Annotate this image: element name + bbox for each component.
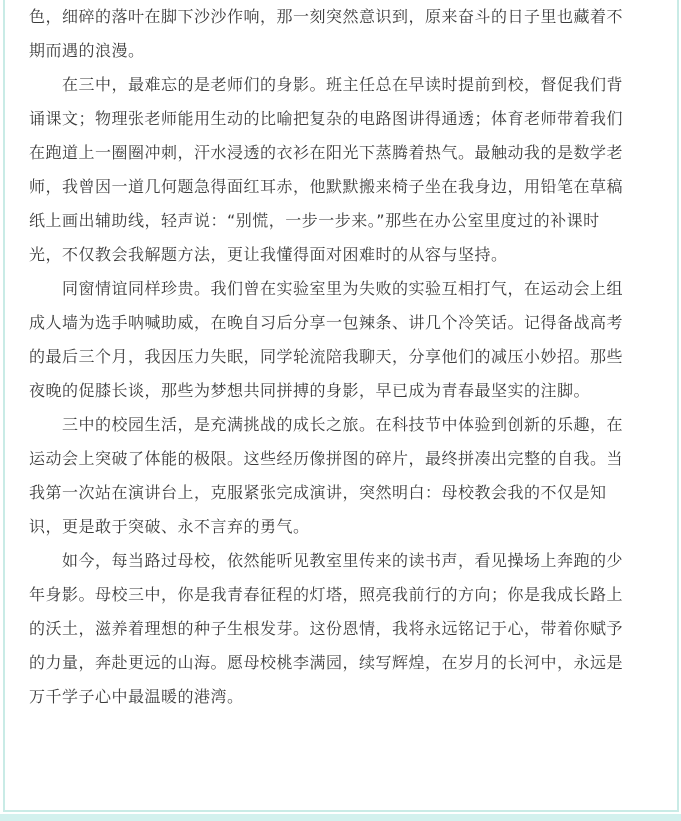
paragraph-line: 夜晚的促膝长谈，那些为梦想共同拼搏的身影，早已成为青春最坚实的注脚。: [29, 381, 591, 400]
paragraph-line: 年身影。母校三中，你是我青春征程的灯塔，照亮我前行的方向；你是我成长路上: [29, 585, 624, 604]
paragraph-line: 在三中，最难忘的是老师们的身影。班主任总在早读时提前到校，督促我们背: [62, 75, 624, 94]
paragraph-line: 在跑道上一圈圈冲刺，汗水浸透的衣衫在阳光下蒸腾着热气。最触动我的是数学老: [29, 143, 624, 162]
paragraph-line: 运动会上突破了体能的极限。这些经历像拼图的碎片，最终拼凑出完整的自我。当: [29, 449, 624, 468]
paragraph-line: 同窗情谊同样珍贵。我们曾在实验室里为失败的实验互相打气，在运动会上组: [62, 279, 624, 298]
paragraph-line: 纸上画出辅助线，轻声说：“别慌，一步一步来。”那些在办公室里度过的补课时: [29, 211, 600, 230]
paragraph-line: 万千学子心中最温暖的港湾。: [29, 687, 244, 706]
paragraph: [29, 0, 649, 68]
paragraph-line: 三中的校园生活，是充满挑战的成长之旅。在科技节中体验到创新的乐趣，在: [62, 415, 624, 434]
bottom-divider: [0, 814, 681, 821]
paragraph-line: 如今，每当路过母校，依然能听见教室里传来的读书声，看见操场上奔跑的少: [62, 551, 624, 570]
paragraph-line: 成人墙为选手呐喊助威，在晚自习后分享一包辣条、讲几个冷笑话。记得备战高考: [29, 313, 624, 332]
paragraph-line: 诵课文；物理张老师能用生动的比喻把复杂的电路图讲得通透；体育老师带着我们: [29, 109, 624, 128]
paragraph: [29, 68, 649, 272]
paragraph-line: 师，我曾因一道几何题急得面红耳赤，他默默搬来椅子坐在我身边，用铅笔在草稿: [29, 177, 624, 196]
paragraph: [29, 272, 649, 408]
paragraph-line: 色，细碎的落叶在脚下沙沙作响，那一刻突然意识到，原来奋斗的日子里也藏着不: [29, 7, 624, 26]
paragraph-line: 识，更是敢于突破、永不言弃的勇气。: [29, 517, 310, 536]
paragraph-line: 的力量，奔赴更远的山海。愿母校桃李满园，续写辉煌，在岁月的长河中，永远是: [29, 653, 624, 672]
paragraph-line: 的最后三个月，我因压力失眠，同学轮流陪我聊天，分享他们的减压小妙招。那些: [29, 347, 624, 366]
paragraph-line: 光，不仅教会我解题方法，更让我懂得面对困难时的从容与坚持。: [29, 245, 508, 264]
paragraph-line: 的沃土，滋养着理想的种子生根发芽。这份恩情，我将永远铭记于心，带着你赋予: [29, 619, 624, 638]
paragraph-line: 期而遇的浪漫。: [29, 41, 145, 60]
article-body: [29, 0, 649, 714]
paragraph: [29, 544, 649, 714]
paragraph: [29, 408, 649, 544]
paragraph-line: 我第一次站在演讲台上，克服紧张完成演讲，突然明白：母校教会我的不仅是知: [29, 483, 607, 502]
